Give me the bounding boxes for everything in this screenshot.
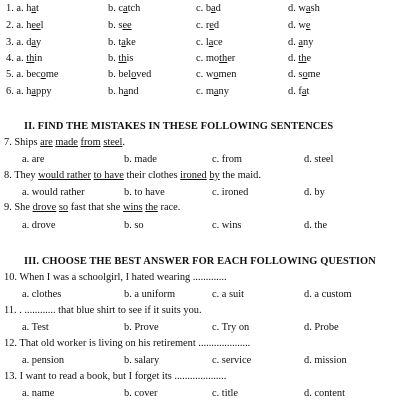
word-option bbox=[288, 4, 320, 14]
option-label: b. bbox=[108, 53, 119, 64]
option-label: c. bbox=[196, 37, 206, 48]
underlined-sound: a bbox=[208, 37, 214, 48]
underlined-sound: ee bbox=[31, 20, 41, 31]
word-option bbox=[288, 38, 313, 48]
word-part: w bbox=[298, 3, 306, 14]
answer-options-row bbox=[0, 389, 400, 403]
answer-option: c. service bbox=[212, 355, 252, 366]
word-part: bel bbox=[118, 69, 132, 80]
word-part: h bbox=[26, 20, 32, 31]
word-part: m bbox=[205, 86, 214, 97]
word-part: r bbox=[205, 20, 210, 31]
underlined-sound: a bbox=[123, 86, 129, 97]
pronunciation-row bbox=[0, 54, 400, 68]
option-label: c. bbox=[196, 69, 206, 80]
underlined-segment: are bbox=[40, 137, 53, 148]
answer-option: c. ironed bbox=[212, 187, 249, 198]
underlined-sound: a bbox=[31, 86, 37, 97]
option-label: d. bbox=[288, 20, 299, 31]
word-part: b bbox=[205, 3, 212, 14]
word-part: l bbox=[40, 20, 44, 31]
answer-options-row bbox=[0, 188, 400, 202]
word-part: e bbox=[306, 53, 312, 64]
stem-text: fast that she bbox=[68, 202, 123, 213]
word-part: s bbox=[298, 69, 303, 80]
word-part: f bbox=[298, 86, 302, 97]
word-option bbox=[6, 87, 52, 97]
stem-text: 13. I want to read a book, but I forget its .................... bbox=[4, 371, 227, 382]
answer-option: a. name bbox=[22, 388, 55, 399]
word-part: h bbox=[118, 86, 124, 97]
word-part: tch bbox=[127, 3, 141, 14]
word-option bbox=[288, 70, 320, 80]
underlined-sound: o bbox=[40, 69, 46, 80]
pronunciation-row bbox=[0, 70, 400, 84]
underlined-sound: e bbox=[209, 20, 214, 31]
word-option bbox=[108, 21, 132, 31]
option-label: d. bbox=[288, 3, 299, 14]
option-label: d. bbox=[288, 53, 299, 64]
underlined-segment: the bbox=[145, 202, 158, 213]
underlined-sound: a bbox=[213, 86, 219, 97]
word-part: ved bbox=[136, 69, 152, 80]
underlined-sound: o bbox=[131, 69, 137, 80]
underlined-segment: wins bbox=[122, 202, 143, 213]
word-part: nd bbox=[128, 86, 139, 97]
underlined-segment: from bbox=[80, 137, 101, 148]
answer-option: d. by bbox=[304, 187, 325, 198]
option-label: d. bbox=[288, 69, 299, 80]
answer-option: d. steel bbox=[304, 154, 334, 165]
question-stem bbox=[4, 306, 202, 316]
underlined-segment: would rather bbox=[38, 170, 91, 181]
word-option bbox=[196, 21, 219, 31]
option-label: c. bbox=[196, 3, 206, 14]
underlined-sound: a bbox=[211, 3, 216, 14]
pronunciation-row bbox=[0, 4, 400, 18]
word-part: l bbox=[205, 37, 209, 48]
option-label: c. bbox=[196, 86, 206, 97]
option-label: b. bbox=[108, 3, 119, 14]
word-part: ce bbox=[213, 37, 223, 48]
answer-option: b. salary bbox=[124, 355, 160, 366]
word-part: me bbox=[45, 69, 59, 80]
underlined-segment: so bbox=[58, 202, 69, 213]
underlined-sound: o bbox=[302, 69, 308, 80]
stem-text: 9. She bbox=[4, 202, 33, 213]
word-option bbox=[108, 4, 140, 14]
word-part: w bbox=[205, 69, 214, 80]
question-stem bbox=[4, 372, 226, 382]
word-part: ppy bbox=[36, 86, 52, 97]
word-option bbox=[196, 87, 229, 97]
word-part: ny bbox=[303, 37, 314, 48]
underlined-sound: o bbox=[213, 69, 219, 80]
answer-option: b. cover bbox=[124, 388, 158, 399]
word-option bbox=[196, 54, 235, 64]
question-stem bbox=[4, 203, 180, 213]
option-label: b. bbox=[108, 37, 119, 48]
word-option bbox=[196, 70, 236, 80]
underlined-sound: ee bbox=[122, 20, 132, 31]
underlined-sound: th bbox=[298, 53, 307, 64]
word-part: in bbox=[34, 53, 43, 64]
underlined-segment: made bbox=[55, 137, 78, 148]
word-option bbox=[6, 70, 59, 80]
word-part: ke bbox=[125, 37, 136, 48]
answer-option: d. mission bbox=[304, 355, 347, 366]
word-part: d bbox=[26, 37, 32, 48]
answer-option: d. content bbox=[304, 388, 345, 399]
answer-option: d. a custom bbox=[304, 289, 352, 300]
question-stem bbox=[4, 273, 227, 283]
word-part: d bbox=[215, 3, 221, 14]
underlined-sound: a bbox=[123, 3, 128, 14]
word-option bbox=[196, 4, 221, 14]
stem-text: 10. When I was a schoolgirl, I hated wearing ............. bbox=[4, 272, 227, 283]
underlined-sound: th bbox=[26, 53, 35, 64]
underlined-segment: steel bbox=[103, 137, 123, 148]
answer-option: a. would rather bbox=[22, 187, 85, 198]
option-label: 4. a. bbox=[6, 53, 27, 64]
option-label: d. bbox=[288, 37, 299, 48]
word-part: s bbox=[118, 20, 123, 31]
answer-option: d. the bbox=[304, 220, 328, 231]
option-label: b. bbox=[108, 69, 119, 80]
word-option bbox=[288, 87, 309, 97]
stem-text: their clothes bbox=[123, 170, 181, 181]
answer-option: c. wins bbox=[212, 220, 242, 231]
stem-text: 11. . ............ that blue shirt to see if it suits you. bbox=[4, 305, 202, 316]
answer-option: c. Try on bbox=[212, 322, 250, 333]
word-part: h bbox=[26, 3, 32, 14]
word-part: er bbox=[227, 53, 236, 64]
option-label: 6. a. bbox=[6, 86, 27, 97]
word-part: bec bbox=[26, 69, 41, 80]
word-part: me bbox=[307, 69, 321, 80]
word-part: ny bbox=[218, 86, 229, 97]
question-stem bbox=[4, 339, 250, 349]
section-heading-mistakes: II. FIND THE MISTAKES IN THESE FOLLOWING SENTENCES bbox=[24, 121, 334, 132]
word-option bbox=[288, 54, 311, 64]
question-stem bbox=[4, 138, 125, 148]
word-part: is bbox=[126, 53, 134, 64]
answer-option: b. Prove bbox=[124, 322, 159, 333]
word-part: men bbox=[218, 69, 237, 80]
underlined-segment: by bbox=[209, 170, 220, 181]
section-heading-best-answer: III. CHOOSE THE BEST ANSWER FOR EACH FOLLOWING QUESTION bbox=[24, 256, 376, 267]
underlined-segment: ironed bbox=[180, 170, 207, 181]
underlined-sound: e bbox=[305, 20, 311, 31]
answer-option: a. clothes bbox=[22, 289, 62, 300]
stem-text: the maid. bbox=[219, 170, 261, 181]
word-option bbox=[6, 54, 42, 64]
stem-text: 8. They bbox=[4, 170, 39, 181]
pronunciation-row bbox=[0, 21, 400, 35]
answer-option: b. so bbox=[124, 220, 144, 231]
stem-text: . bbox=[122, 137, 125, 148]
underlined-segment: to have bbox=[93, 170, 124, 181]
option-label: c. bbox=[196, 20, 206, 31]
underlined-sound: a bbox=[301, 86, 307, 97]
pronunciation-row bbox=[0, 38, 400, 52]
question-stem bbox=[4, 171, 261, 181]
underlined-sound: th bbox=[219, 53, 228, 64]
option-label: b. bbox=[108, 20, 119, 31]
option-label: 1. a. bbox=[6, 3, 27, 14]
option-label: 5. a. bbox=[6, 69, 27, 80]
pronunciation-row bbox=[0, 87, 400, 101]
word-part: t bbox=[36, 3, 39, 14]
answer-option: d. Probe bbox=[304, 322, 339, 333]
word-option bbox=[288, 21, 311, 31]
answer-option: a. pension bbox=[22, 355, 65, 366]
word-option bbox=[6, 21, 44, 31]
answer-option: a. drove bbox=[22, 220, 56, 231]
answer-options-row bbox=[0, 323, 400, 337]
word-option bbox=[196, 38, 223, 48]
word-part: t bbox=[306, 86, 310, 97]
answer-option: c. from bbox=[212, 154, 243, 165]
underlined-sound: a bbox=[298, 37, 304, 48]
underlined-sound: a bbox=[31, 37, 37, 48]
answer-options-row bbox=[0, 221, 400, 235]
option-label: 2. a. bbox=[6, 20, 27, 31]
answer-option: b. a uniform bbox=[124, 289, 176, 300]
word-option bbox=[108, 54, 133, 64]
answer-options-row bbox=[0, 155, 400, 169]
word-option bbox=[108, 38, 136, 48]
word-option bbox=[6, 38, 41, 48]
underlined-sound: th bbox=[118, 53, 127, 64]
word-part: h bbox=[26, 86, 32, 97]
underlined-sound: a bbox=[121, 37, 126, 48]
option-label: c. bbox=[196, 53, 206, 64]
word-part: mo bbox=[205, 53, 220, 64]
answer-option: c. title bbox=[212, 388, 238, 399]
word-part: c bbox=[118, 3, 124, 14]
answer-option: a. are bbox=[22, 154, 45, 165]
stem-text: 12. That old worker is living on his retirement .................... bbox=[4, 338, 251, 349]
word-part: t bbox=[118, 37, 122, 48]
word-option bbox=[6, 4, 39, 14]
option-label: 3. a. bbox=[6, 37, 27, 48]
answer-options-row bbox=[0, 290, 400, 304]
answer-option: b. made bbox=[124, 154, 157, 165]
underlined-sound: a bbox=[31, 3, 37, 14]
answer-option: b. to have bbox=[124, 187, 165, 198]
answer-option: a. Test bbox=[22, 322, 49, 333]
word-part: w bbox=[298, 20, 306, 31]
option-label: b. bbox=[108, 86, 119, 97]
word-part: y bbox=[36, 37, 42, 48]
word-option bbox=[108, 70, 151, 80]
stem-text: race. bbox=[157, 202, 181, 213]
underlined-segment: drove bbox=[32, 202, 57, 213]
word-part: d bbox=[213, 20, 220, 31]
underlined-sound: a bbox=[305, 3, 311, 14]
answer-options-row bbox=[0, 356, 400, 370]
stem-text: 7. Ships bbox=[4, 137, 41, 148]
word-option bbox=[108, 87, 139, 97]
word-part: sh bbox=[310, 3, 320, 14]
answer-option: c. a suit bbox=[212, 289, 245, 300]
option-label: d. bbox=[288, 86, 299, 97]
